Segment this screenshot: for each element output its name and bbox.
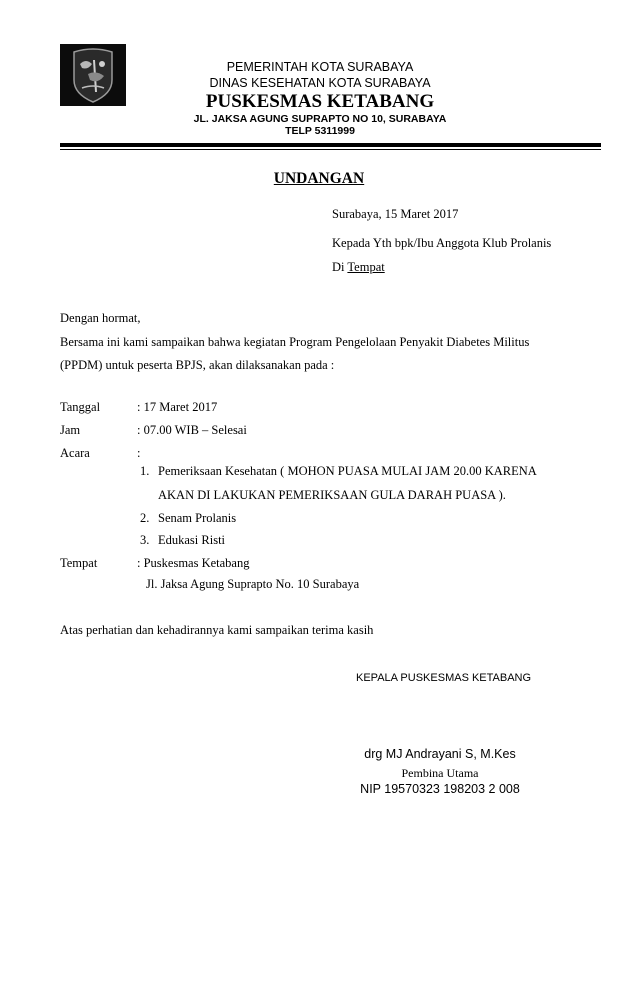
signature-name: drg MJ Andrayani S, M.Kes bbox=[364, 747, 516, 761]
recipient-at-place: Tempat bbox=[347, 260, 385, 274]
letterhead-line-department: DINAS KESEHATAN KOTA SURABAYA bbox=[209, 76, 431, 90]
letterhead-line-government: PEMERINTAH KOTA SURABAYA bbox=[226, 60, 414, 74]
signature-title: KEPALA PUSKESMAS KETABANG bbox=[356, 672, 532, 684]
document-title: UNDANGAN bbox=[273, 170, 365, 187]
closing-text: Atas perhatian dan kehadirannya kami sampaikan terima kasih bbox=[60, 623, 374, 637]
tanggal-value: : 17 Maret 2017 bbox=[137, 400, 218, 414]
greeting: Dengan hormat, bbox=[60, 311, 141, 325]
recipient-at bbox=[332, 260, 385, 275]
city-emblem-logo bbox=[60, 44, 126, 106]
letter-date: Surabaya, 15 Maret 2017 bbox=[332, 207, 459, 221]
intro-line-2: (PPDM) untuk peserta BPJS, akan dilaksanakan pada : bbox=[60, 358, 335, 372]
acara-label: Acara bbox=[60, 446, 90, 460]
letterhead-thick-rule bbox=[60, 143, 601, 147]
acara-item-1-line-1: Pemeriksaan Kesehatan ( MOHON PUASA MULAI JAM 20.00 KARENA bbox=[158, 464, 537, 478]
tempat-label: Tempat bbox=[60, 556, 98, 570]
jam-label: Jam bbox=[60, 423, 81, 437]
intro-line-1: Bersama ini kami sampaikan bahwa kegiatan Program Pengelolaan Penyakit Diabetes Militus bbox=[60, 335, 530, 349]
tempat-address: Jl. Jaksa Agung Suprapto No. 10 Surabaya bbox=[146, 577, 360, 591]
letterhead-line-address: JL. JAKSA AGUNG SUPRAPTO NO 10, SURABAYA bbox=[193, 113, 447, 125]
acara-item-2-number: 2. bbox=[140, 511, 150, 525]
letterhead-thin-rule bbox=[60, 149, 601, 150]
signature-rank: Pembina Utama bbox=[401, 766, 479, 780]
recipient-at-prefix: Di bbox=[332, 260, 348, 274]
letterhead-line-phone: TELP 5311999 bbox=[285, 125, 355, 137]
tanggal-label: Tanggal bbox=[60, 400, 101, 414]
letterhead-line-puskesmas: PUSKESMAS KETABANG bbox=[205, 91, 435, 112]
acara-item-1-line-2: AKAN DI LAKUKAN PEMERIKSAAN GULA DARAH PUASA ). bbox=[158, 488, 506, 502]
acara-item-3-text: Edukasi Risti bbox=[158, 533, 226, 547]
jam-value: : 07.00 WIB – Selesai bbox=[137, 423, 247, 437]
acara-value: : bbox=[137, 446, 141, 460]
emblem-shield-icon bbox=[60, 44, 126, 106]
recipient-to: Kepada Yth bpk/Ibu Anggota Klub Prolanis bbox=[332, 236, 552, 250]
tempat-value: : Puskesmas Ketabang bbox=[137, 556, 250, 570]
acara-item-1-number: 1. bbox=[140, 464, 150, 478]
acara-item-3-number: 3. bbox=[140, 533, 150, 547]
acara-item-2-text: Senam Prolanis bbox=[158, 511, 237, 525]
signature-nip: NIP 19570323 198203 2 008 bbox=[360, 782, 520, 796]
